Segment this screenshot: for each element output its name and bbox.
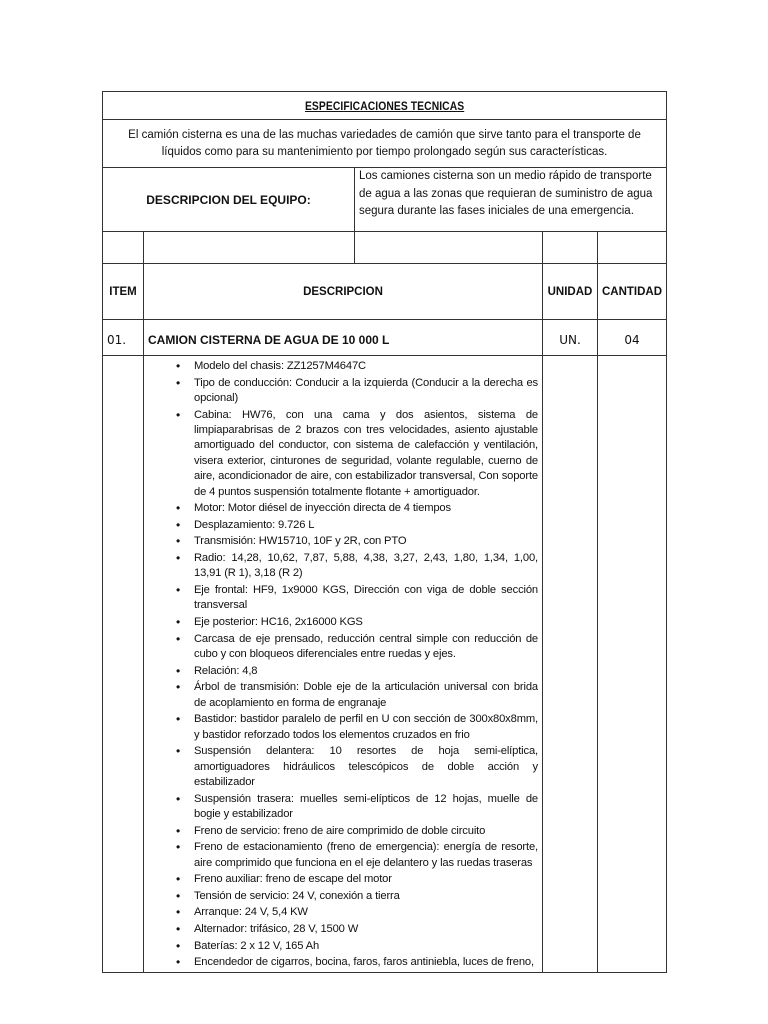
blank-cell [103, 232, 144, 264]
header-description: DESCRIPCION [144, 264, 543, 320]
title-row [103, 92, 667, 120]
spec-item: • Modelo del chasis: ZZ1257M4647C [194, 359, 538, 374]
spec-item: • Radio: 14,28, 10,62, 7,87, 5,88, 4,38, 3,27, 2,43, 1,80, 1,34, 1,00, 13,91 (R 1), 3,18 (R 2) [194, 551, 538, 582]
spec-item: • Freno de servicio: freno de aire comprimido de doble circuito [194, 824, 538, 839]
header-quantity: CANTIDAD [598, 264, 667, 320]
equipment-label-cell [103, 168, 355, 232]
spec-item: • Freno de estacionamiento (freno de emergencia): energía de resorte, aire comprimido que funciona en el eje delantero y las ruedas traseras [194, 840, 538, 871]
spec-item: • Alternador: trifásico, 28 V, 1500 W [194, 922, 538, 937]
spec-item: • Suspensión trasera: muelles semi-elípticos de 12 hojas, muelle de bogie y estabilizador [194, 792, 538, 823]
equipment-description: Los camiones cisterna son un medio rápido de transporte de agua a las zonas que requieran de suministro de agua segura durante las fases iniciales de una emergencia. [355, 168, 667, 232]
item-quantity: 04 [598, 320, 667, 356]
spec-item: • Arranque: 24 V, 5,4 KW [194, 905, 538, 920]
specifications-table [102, 91, 667, 973]
spec-item: • Árbol de transmisión: Doble eje de la articulación universal con brida de acoplamiento en forma de engranaje [194, 680, 538, 711]
spec-item: • Carcasa de eje prensado, reducción central simple con reducción de cubo y con bloqueos diferenciales entre ruedas y ejes. [194, 632, 538, 663]
spec-item: • Desplazamiento: 9.726 L [194, 518, 538, 533]
document-title: ESPECIFICACIONES TECNICAS [304, 98, 465, 113]
spec-item: • Relación: 4,8 [194, 664, 538, 679]
spec-unit-cell [543, 356, 598, 973]
header-item: ITEM [103, 264, 144, 320]
blank-cell [598, 232, 667, 264]
spec-list [144, 356, 542, 971]
spec-item: • Tipo de conducción: Conducir a la izquierda (Conducir a la derecha es opcional) [194, 376, 538, 407]
spec-item-cell [103, 356, 144, 973]
blank-row [103, 232, 667, 264]
spec-item: • Transmisión: HW15710, 10F y 2R, con PTO [194, 534, 538, 549]
equipment-row [103, 168, 667, 232]
document-title-cell [103, 92, 667, 120]
spec-item: • Freno auxiliar: freno de escape del motor [194, 872, 538, 887]
spec-item: • Baterías: 2 x 12 V, 165 Ah [194, 939, 538, 954]
equipment-label: DESCRIPCION DEL EQUIPO: [146, 192, 311, 207]
spec-item: • Eje posterior: HC16, 2x16000 KGS [194, 615, 538, 630]
spec-item: • Bastidor: bastidor paralelo de perfil en U con sección de 300x80x8mm, y bastidor reforzado todos los elementos cruzados en frio [194, 712, 538, 743]
item-row [103, 320, 667, 356]
item-number: 01. [103, 320, 144, 356]
intro-paragraph: El camión cisterna es una de las muchas variedades de camión que sirve tanto para el transporte de líquidos como para su mantenimiento por tiempo prolongado según sus características. [103, 120, 667, 168]
header-unit: UNIDAD [543, 264, 598, 320]
item-unit: UN. [543, 320, 598, 356]
spec-row [103, 356, 667, 973]
blank-cell [144, 232, 355, 264]
spec-list-cell [144, 356, 543, 973]
item-description: CAMION CISTERNA DE AGUA DE 10 000 L [144, 320, 543, 356]
header-row [103, 264, 667, 320]
spec-item: • Suspensión delantera: 10 resortes de hoja semi-elíptica, amortiguadores hidráulicos telescópicos de doble acción y estabilizador [194, 744, 538, 790]
spec-item: • Cabina: HW76, con una cama y dos asientos, sistema de limpiaparabrisas de 2 brazos con tres velocidades, asiento ajustable amortiguado del conductor, con sistema de calefacción y ventilación, visera exterior, cinturones de seguridad, volante regulable, cuerno de aire, acondicionador de aire, con estabilizador transversal, Con soporte de 4 puntos suspensión totalmente flotante + amortiguador. [194, 408, 538, 500]
spec-item: • Eje frontal: HF9, 1x9000 KGS, Dirección con viga de doble sección transversal [194, 583, 538, 614]
spec-quantity-cell [598, 356, 667, 973]
intro-row [103, 120, 667, 168]
spec-item: • Motor: Motor diésel de inyección directa de 4 tiempos [194, 501, 538, 516]
blank-cell [355, 232, 543, 264]
blank-cell [543, 232, 598, 264]
spec-item: • Tensión de servicio: 24 V, conexión a tierra [194, 889, 538, 904]
spec-item: • Encendedor de cigarros, bocina, faros, faros antiniebla, luces de freno, [194, 955, 538, 970]
